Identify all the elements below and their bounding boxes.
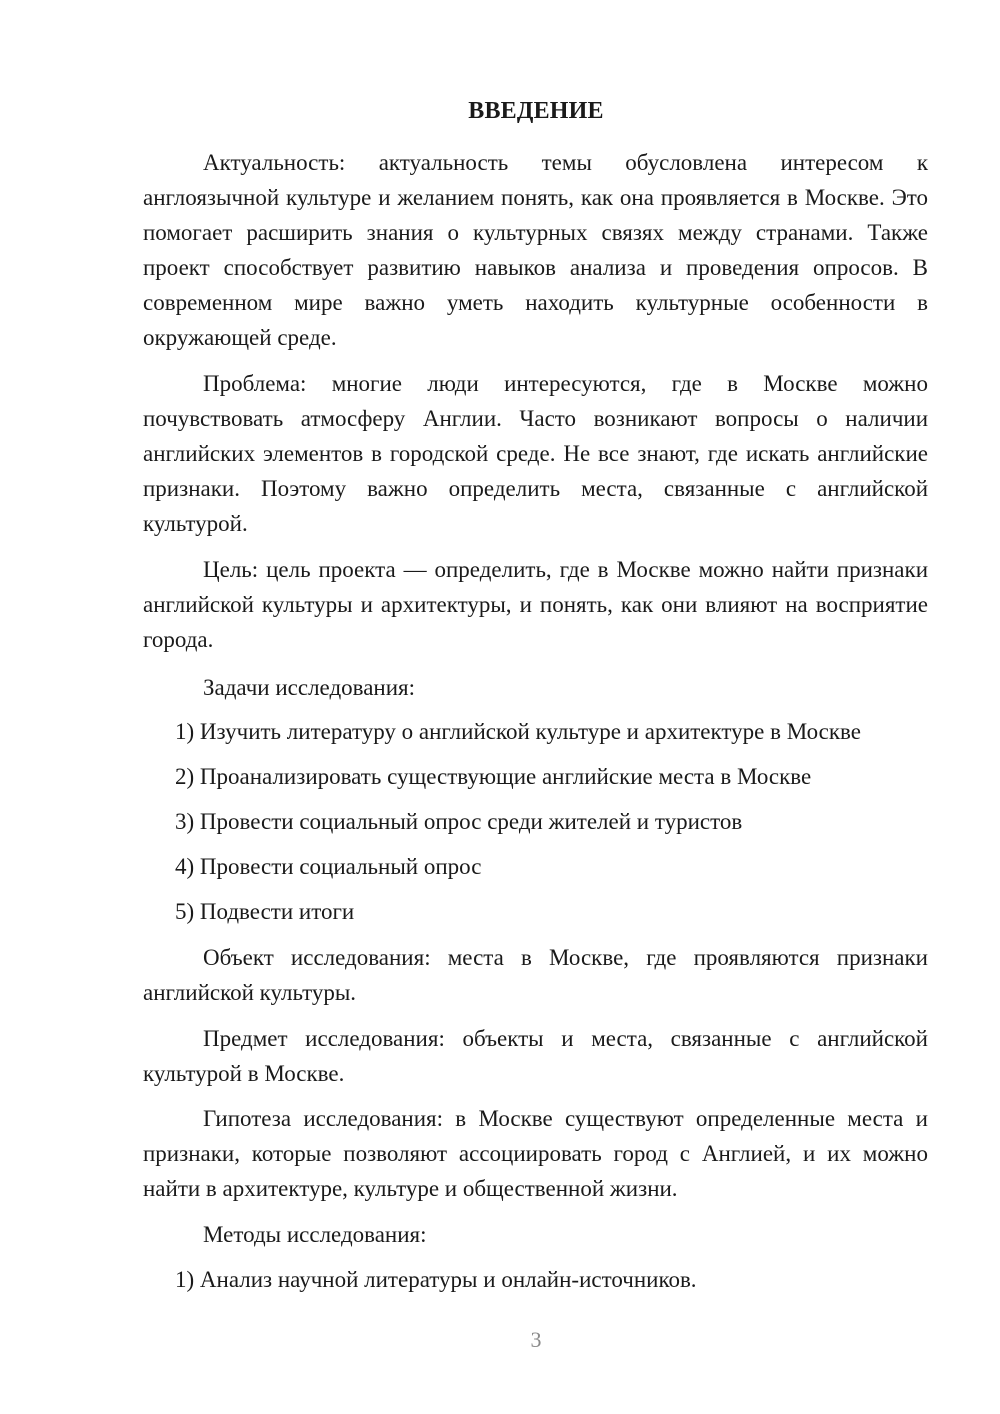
task-item: 4) Провести социальный опрос [175,854,482,879]
paragraph-hypothesis: Гипотеза исследования: в Москве существуют определенные места и признаки, которые позволяют ассоциировать город с Англией, и их можно найти в архитектуре, культуре и общественной жизни. [143,1106,928,1201]
tasks-heading: Задачи исследования: [203,675,416,700]
task-item: 1) Изучить литературу о английской культуре и архитектуре в Москве [175,719,861,744]
paragraph-problem: Проблема: многие люди интересуются, где в Москве можно почувствовать атмосферу Англии. Часто возникают вопросы о наличии английских элементов в городской среде. Не все знают, где искать английские признаки. Поэтому важно определить места, связанные с английской культурой. [143,371,928,536]
paragraph-goal: Цель: цель проекта — определить, где в Москве можно найти признаки английской культуры и архитектуры, и понять, как они влияют на восприятие города. [143,557,928,652]
task-item: 3) Провести социальный опрос среди жителей и туристов [175,809,743,834]
task-item: 2) Проанализировать существующие английские места в Москве [175,764,812,789]
page-number: 3 [530,1327,542,1352]
methods-heading: Методы исследования: [203,1222,427,1247]
paragraph-object: Объект исследования: места в Москве, где проявляются признаки английской культуры. [143,945,928,1005]
task-item: 5) Подвести итоги [175,899,355,924]
paragraph-subject: Предмет исследования: объекты и места, связанные с английской культурой в Москве. [143,1026,928,1086]
section-heading: ВВЕДЕНИЕ [468,98,604,124]
method-item: 1) Анализ научной литературы и онлайн-источников. [175,1267,697,1292]
paragraph-relevance: Актуальность: актуальность темы обусловлена интересом к англоязычной культуре и желанием понять, как она проявляется в Москве. Это помогает расширить знания о культурных связях между странами. Также проект способствует развитию навыков анализа и проведения опросов. В современном мире важно уметь находить культурные особенности в окружающей среде. [143,150,928,350]
